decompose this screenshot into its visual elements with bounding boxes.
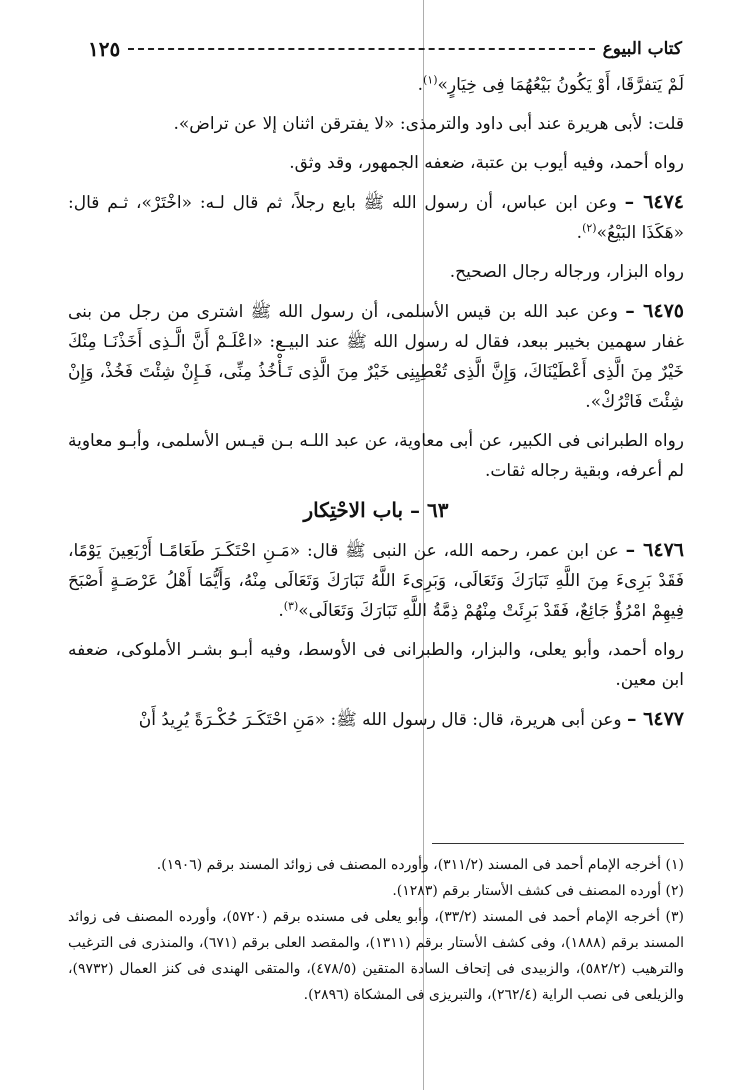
footnote-ref-3: (٣)	[283, 599, 299, 613]
hadith-text: عن ابن عمر، رحمه الله، عن النبى ﷺ قال: «مَـنِ احْتَكَـرَ طَعَامًـا أَرْبَعِينَ يَوْمًا، فَقَدْ بَرِىءَ مِنَ اللَّهِ تَبَارَكَ وَتَعَالَى، وَبَرِىءَ اللَّهُ تَبَارَكَ وَتَعَالَى مِنْهُ، وَأَيُّمَا أَهْلُ عَرْصَـةٍ أَصْبَحَ فِيهِمْ امْرُؤٌ جَائِعٌ، فَقَدْ بَرِئَتْ مِنْهُمْ ذِمَّةُ اللَّهِ تَبَارَكَ وَتَعَالَى»	[68, 541, 684, 621]
page-number: ١٢٥	[88, 37, 121, 61]
paragraph-narration	[68, 635, 684, 695]
footnote-separator	[432, 843, 684, 844]
paragraph-end: .	[417, 75, 423, 95]
hadith-text: وعن عبد الله بن قيس الأسلمى، أن رسول الله ﷺ اشترى من رجل من بنى غفار سهمين بخيبر ببعد، فقال له رسول الله ﷺ عند البيـع: «اعْلَـمْ أَنَّ الَّـذِى أَخَذْنَـا مِنْكَ خَيْرٌ مِنَ الَّذِى أَعْطَيْنَاكَ، وَإِنَّ الَّذِى تُعْطِيِنِى خَيْرٌ مِنَ الَّذِى تَـأْخُذُ مِنِّى، فَـإِنْ شِئْتَ فَخُذْ، وَإِنْ شِئْتَ فَاتْرُكْ»	[68, 302, 684, 412]
paragraph-end: .	[576, 223, 583, 243]
hadith-number: ٦٤٧٦ –	[625, 539, 684, 561]
running-title: كتاب البيوع	[602, 39, 682, 59]
paragraph-text: قلت: لأبى هريرة عند أبى داود والترمذى: «لا يفترقن اثنان إلا عن تراض».	[173, 114, 684, 134]
hadith-number: ٦٤٧٧ –	[627, 708, 684, 730]
paragraph-comment	[68, 109, 684, 139]
footnote-ref-2: (٢)	[582, 221, 597, 235]
hadith-6475	[68, 296, 684, 417]
paragraph-narration	[68, 148, 684, 178]
paragraph-narration	[68, 257, 684, 287]
chapter-heading: ٦٣ – باب الاحْتِكار	[303, 498, 449, 522]
paragraph-text: رواه أحمد، وفيه أيوب بن عتبة، ضعفه الجمهور، وقد وثق.	[289, 153, 684, 173]
footnote-3: (٣) أخرجه الإمام أحمد فى المسند (٣٣/٢)، وأبو يعلى فى مسنده برقم (٥٧٢٠)، وأورده المصنف فى زوائد المسند برقم (١٨٨٨)، وفى كشف الأستار برقم (١٣١١)، والمقصد العلى برقم (٦٧١)، والمنذرى فى الترغيب والترهيب (٥٨٢/٢)، والزبيدى فى إتحاف السادة المتقين (٤٧٨/٥)، والمتقى الهندى فى كنز العمال (٩٧٣٢)، والزيلعى فى نصب الراية (٢٦٢/٤)، والتبريزى فى المشكاة (٢٨٩٦).	[68, 909, 685, 1003]
header-dashed-rule	[128, 48, 594, 50]
paragraph-text: رواه أحمد، وأبو يعلى، والبزار، والطبرانى فى الأوسط، وفيه أبـو بشـر الأملوكى، ضعفه ابن معين.	[68, 640, 684, 690]
paragraph-text: رواه البزار، ورجاله رجال الصحيح.	[449, 262, 684, 282]
hadith-number: ٦٤٧٥ –	[625, 300, 684, 322]
hadith-6476	[68, 535, 684, 626]
hadith-6474	[68, 187, 684, 248]
paragraph-narration	[68, 426, 684, 486]
footnote-ref-1: (١)	[422, 73, 438, 87]
paragraph-continuation	[68, 70, 684, 100]
footnote-1: (١) أخرجه الإمام أحمد فى المسند (٣١١/٢)، وأورده المصنف فى زوائد المسند برقم (١٩٠٦).	[156, 857, 684, 873]
hadith-number: ٦٤٧٤ –	[624, 191, 685, 213]
main-text	[68, 70, 684, 744]
hadith-6477	[68, 704, 684, 735]
hadith-text: وعن أبى هريرة، قال: قال رسول الله ﷺ: «مَنِ احْتَكَـرَ حُكْـرَةً يُرِيدُ أَنْ	[138, 710, 622, 730]
footnotes	[68, 852, 684, 1008]
footnote-2: (٢) أورده المصنف فى كشف الأستار برقم (١٢٨٣).	[392, 883, 684, 899]
page-header	[88, 34, 682, 64]
hadith-text: وعن ابن عباس، أن رسول الله ﷺ بايع رجلاً، ثم قال لـه: «اخْتَرْ»، ثـم قال: «هَكَذَا البَيْعُ»	[68, 193, 684, 243]
paragraph-end: .	[585, 392, 591, 412]
paragraph-text: لَمْ يَتفرَّقَا، أَوْ يَكُونُ بَيْعُهُمَا فِى خِيَارٍ»	[437, 75, 684, 95]
paragraph-end: .	[278, 601, 284, 621]
paragraph-text: رواه الطبرانى فى الكبير، عن أبى معاوية، عن عبد اللـه بـن قيـس الأسلمى، وأبـو معاوية لم أعرفه، وبقية رجاله ثقات.	[68, 431, 684, 481]
